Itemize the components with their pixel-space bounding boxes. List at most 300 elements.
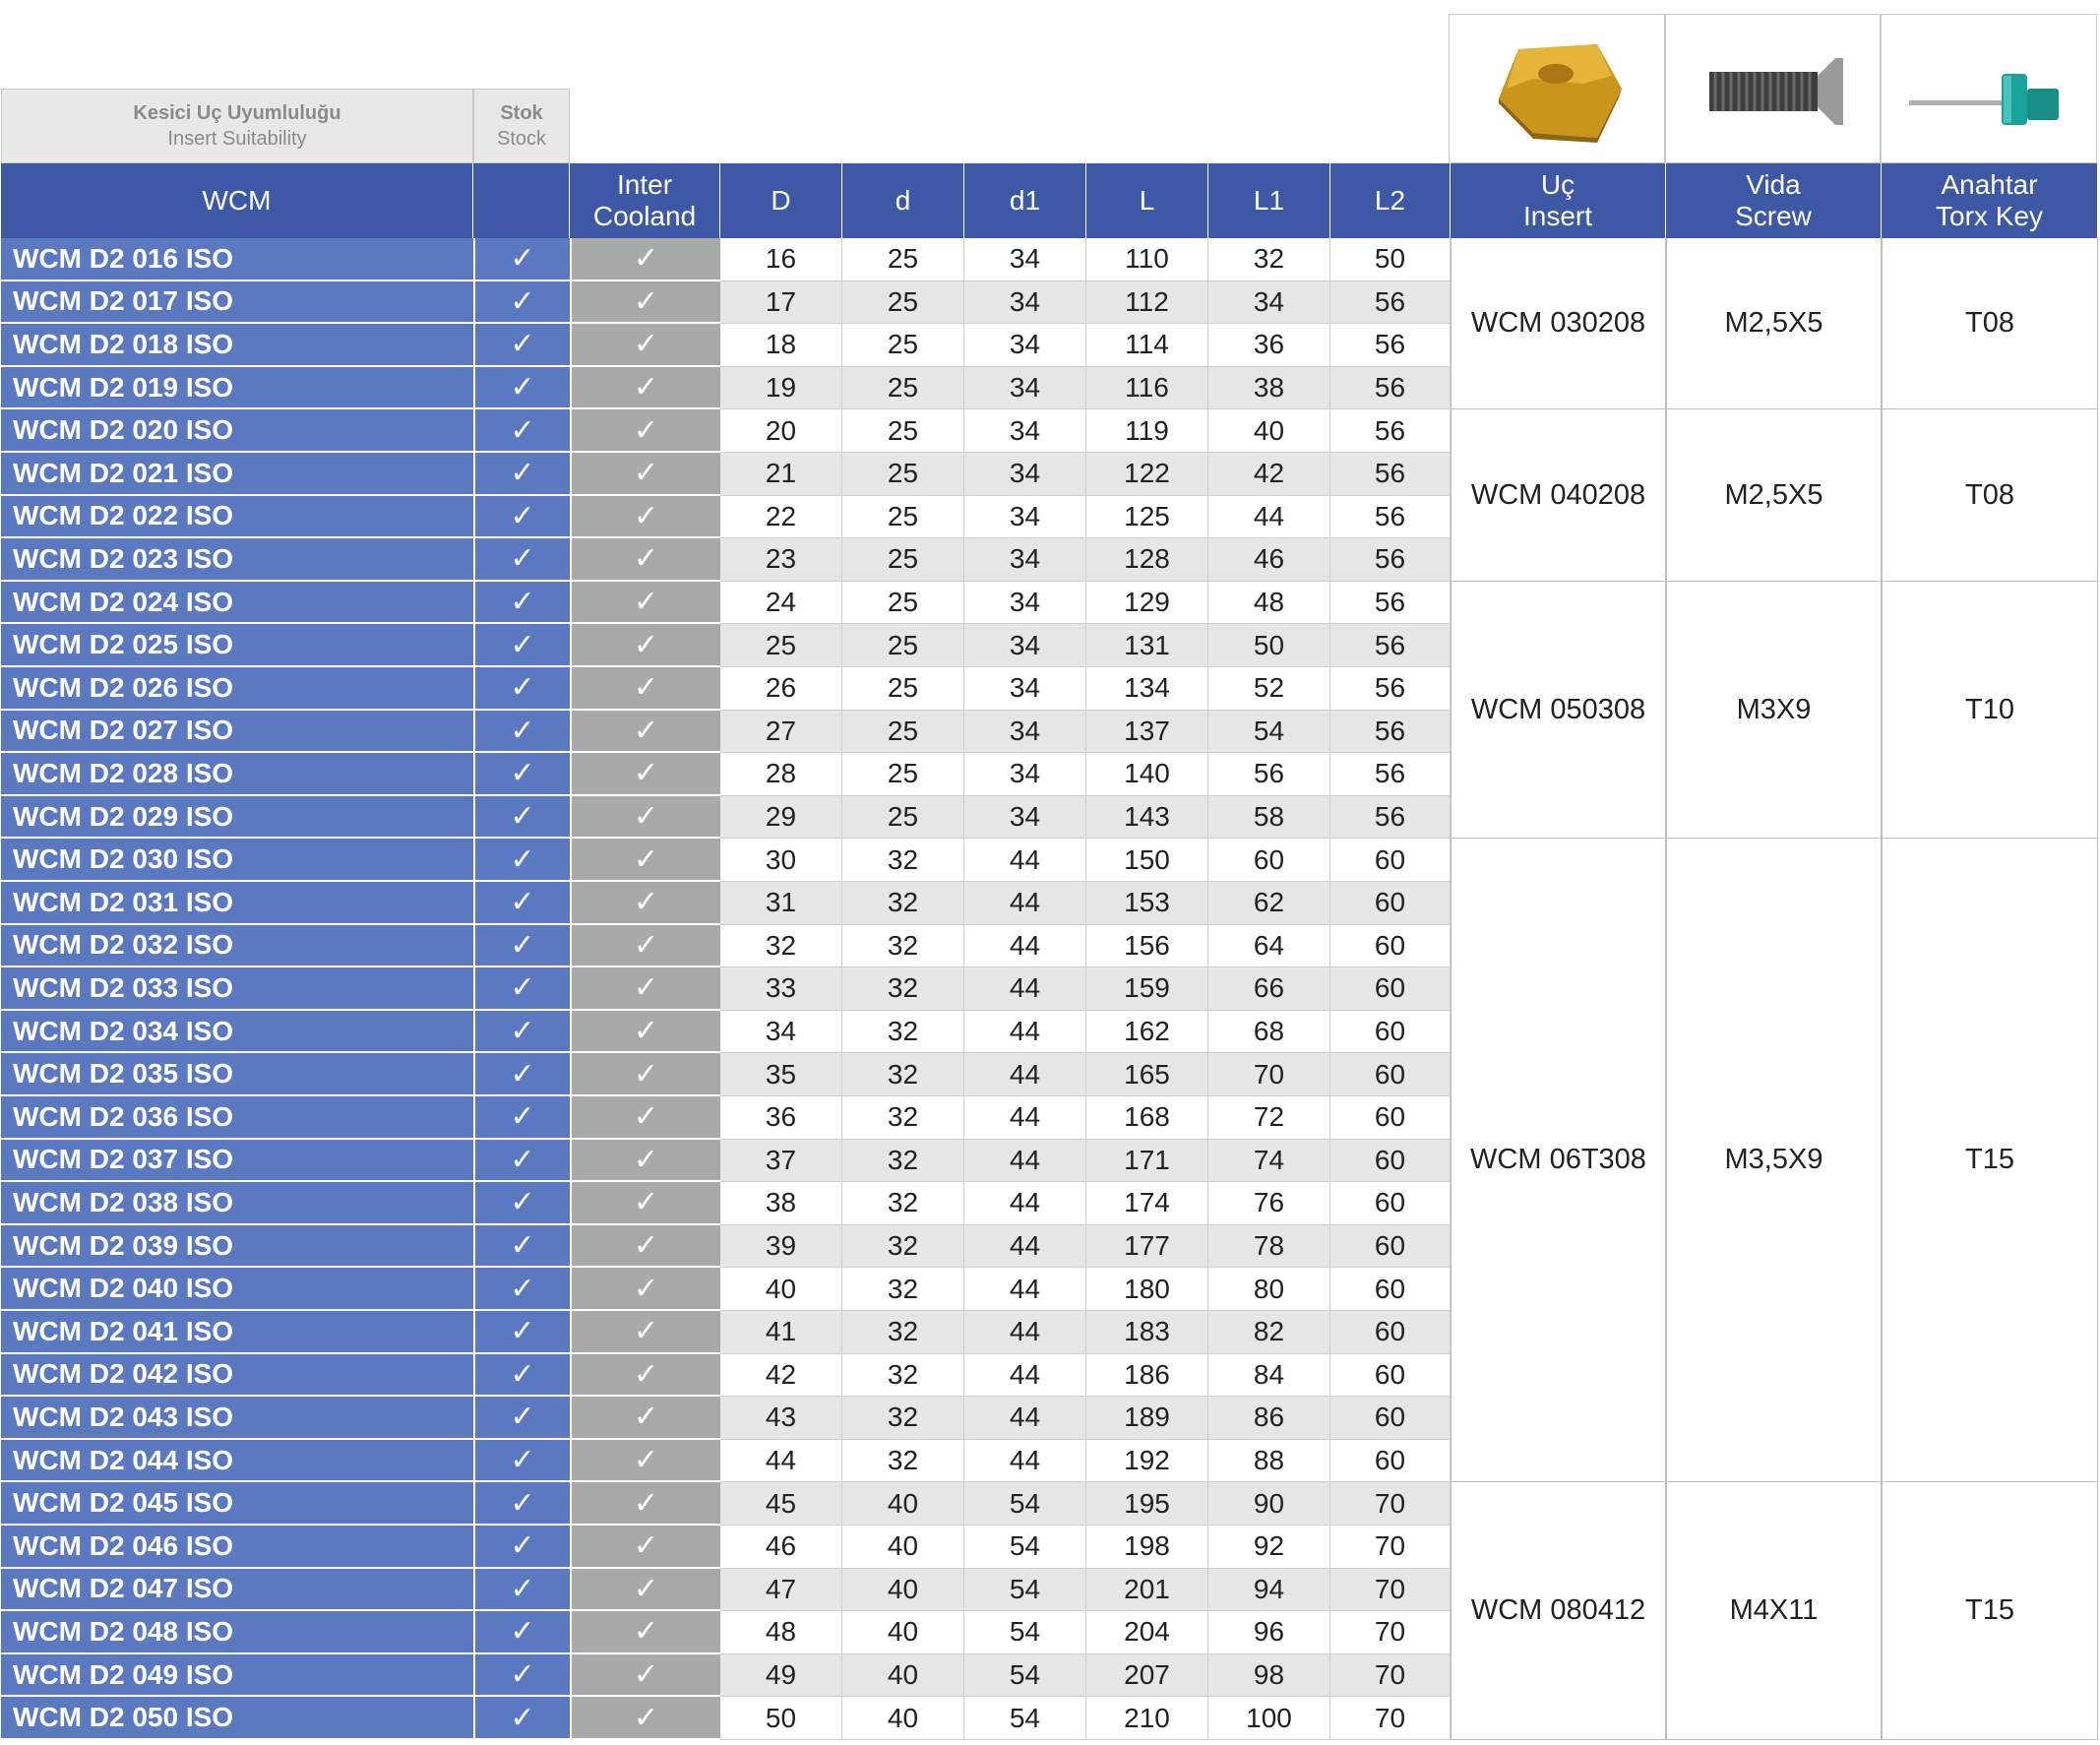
col-header-key-line2: Torx Key bbox=[1936, 201, 2043, 231]
cell-l2: 70 bbox=[1330, 1526, 1451, 1569]
cell-l1: 66 bbox=[1208, 967, 1330, 1011]
cell-l2: 60 bbox=[1330, 1397, 1451, 1440]
col-header-insert-line2: Insert bbox=[1522, 201, 1593, 231]
cell-l1: 48 bbox=[1208, 582, 1330, 625]
coolant-check: ✓ bbox=[570, 324, 720, 367]
cell-d: 25 bbox=[842, 324, 964, 367]
cell-d: 40 bbox=[842, 1526, 964, 1569]
product-code: WCM D2 044 ISO bbox=[1, 1440, 473, 1483]
cell-l: 134 bbox=[1086, 667, 1208, 711]
cell-l2: 56 bbox=[1330, 453, 1451, 496]
product-code: WCM D2 031 ISO bbox=[1, 882, 473, 925]
cell-d: 32 bbox=[842, 1096, 964, 1140]
coolant-check: ✓ bbox=[570, 839, 720, 882]
product-code: WCM D2 047 ISO bbox=[1, 1569, 473, 1612]
stock-check: ✓ bbox=[473, 582, 570, 625]
coolant-check: ✓ bbox=[570, 1140, 720, 1183]
product-code: WCM D2 035 ISO bbox=[1, 1053, 473, 1096]
cell-d: 25 bbox=[842, 753, 964, 796]
product-code: WCM D2 038 ISO bbox=[1, 1182, 473, 1225]
cell-d1: 44 bbox=[964, 1354, 1086, 1398]
cell-d: 47 bbox=[720, 1569, 842, 1612]
cell-d1: 44 bbox=[964, 1140, 1086, 1183]
cell-l1: 44 bbox=[1208, 496, 1330, 539]
cell-d: 31 bbox=[720, 882, 842, 925]
cell-l1: 78 bbox=[1208, 1225, 1330, 1269]
col-header-screw bbox=[1666, 163, 1882, 238]
cell-l: 183 bbox=[1086, 1311, 1208, 1354]
product-code: WCM D2 021 ISO bbox=[1, 453, 473, 496]
cell-d: 32 bbox=[842, 925, 964, 968]
insert-icon bbox=[1450, 15, 1664, 162]
cell-l: 112 bbox=[1086, 281, 1208, 325]
cell-d1: 34 bbox=[964, 238, 1086, 281]
cell-d1: 44 bbox=[964, 967, 1086, 1011]
cell-d: 23 bbox=[720, 538, 842, 582]
cell-d1: 34 bbox=[964, 367, 1086, 410]
cell-d1: 34 bbox=[964, 667, 1086, 711]
cell-l2: 60 bbox=[1330, 839, 1451, 882]
stock-check: ✓ bbox=[473, 496, 570, 539]
coolant-check: ✓ bbox=[570, 1397, 720, 1440]
stock-check: ✓ bbox=[473, 1697, 570, 1740]
group-screw: M3,5X9 bbox=[1666, 839, 1882, 1482]
cell-l2: 56 bbox=[1330, 409, 1451, 453]
cell-l: 137 bbox=[1086, 711, 1208, 754]
cell-d: 16 bbox=[720, 238, 842, 281]
cell-d: 25 bbox=[842, 582, 964, 625]
cell-d: 25 bbox=[842, 538, 964, 582]
cell-d: 21 bbox=[720, 453, 842, 496]
group-key: T15 bbox=[1882, 1482, 2098, 1740]
product-code: WCM D2 043 ISO bbox=[1, 1397, 473, 1440]
stock-tr: Stok bbox=[500, 102, 543, 124]
product-code: WCM D2 039 ISO bbox=[1, 1225, 473, 1269]
cell-d: 32 bbox=[842, 967, 964, 1011]
col-header-d1-label: d1 bbox=[1009, 185, 1041, 216]
product-code: WCM D2 045 ISO bbox=[1, 1482, 473, 1526]
cell-d1: 44 bbox=[964, 1311, 1086, 1354]
cell-l2: 56 bbox=[1330, 324, 1451, 367]
cell-l2: 70 bbox=[1330, 1569, 1451, 1612]
coolant-check: ✓ bbox=[570, 1096, 720, 1140]
cell-d: 38 bbox=[720, 1182, 842, 1225]
cell-l: 110 bbox=[1086, 238, 1208, 281]
cell-l: 140 bbox=[1086, 753, 1208, 796]
cell-l1: 90 bbox=[1208, 1482, 1330, 1526]
group-insert: WCM 040208 bbox=[1451, 409, 1666, 581]
cell-d: 34 bbox=[720, 1011, 842, 1054]
stock-check: ✓ bbox=[473, 624, 570, 667]
group-key: T10 bbox=[1882, 582, 2098, 840]
cell-l2: 56 bbox=[1330, 796, 1451, 840]
cell-l1: 54 bbox=[1208, 711, 1330, 754]
cell-l: 150 bbox=[1086, 839, 1208, 882]
cell-l2: 60 bbox=[1330, 967, 1451, 1011]
cell-l2: 70 bbox=[1330, 1654, 1451, 1698]
stock-check: ✓ bbox=[473, 1182, 570, 1225]
group-key: T08 bbox=[1882, 409, 2098, 581]
cell-d1: 54 bbox=[964, 1569, 1086, 1612]
stock-check: ✓ bbox=[473, 324, 570, 367]
col-header-l-label: L bbox=[1139, 185, 1155, 216]
cell-l2: 60 bbox=[1330, 1182, 1451, 1225]
coolant-check: ✓ bbox=[570, 453, 720, 496]
stock-en: Stock bbox=[496, 128, 547, 150]
cell-l1: 50 bbox=[1208, 624, 1330, 667]
product-code: WCM D2 029 ISO bbox=[1, 796, 473, 840]
cell-d: 24 bbox=[720, 582, 842, 625]
cell-d: 32 bbox=[842, 1182, 964, 1225]
cell-l2: 56 bbox=[1330, 496, 1451, 539]
cell-d: 37 bbox=[720, 1140, 842, 1183]
cell-d1: 34 bbox=[964, 324, 1086, 367]
product-code: WCM D2 023 ISO bbox=[1, 538, 473, 582]
cell-d1: 34 bbox=[964, 281, 1086, 325]
product-code: WCM D2 018 ISO bbox=[1, 324, 473, 367]
product-code: WCM D2 022 ISO bbox=[1, 496, 473, 539]
cell-l: 171 bbox=[1086, 1140, 1208, 1183]
cell-d1: 44 bbox=[964, 839, 1086, 882]
cell-d1: 34 bbox=[964, 538, 1086, 582]
product-code: WCM D2 037 ISO bbox=[1, 1140, 473, 1183]
cell-d: 40 bbox=[842, 1482, 964, 1526]
cell-l1: 68 bbox=[1208, 1011, 1330, 1054]
coolant-check: ✓ bbox=[570, 1569, 720, 1612]
col-header-l bbox=[1086, 163, 1208, 238]
cell-d: 25 bbox=[842, 796, 964, 840]
stock-check: ✓ bbox=[473, 1011, 570, 1054]
cell-d1: 44 bbox=[964, 882, 1086, 925]
coolant-check: ✓ bbox=[570, 1011, 720, 1054]
cell-d1: 44 bbox=[964, 1096, 1086, 1140]
product-code: WCM D2 026 ISO bbox=[1, 667, 473, 711]
cell-l2: 70 bbox=[1330, 1697, 1451, 1740]
cell-l1: 32 bbox=[1208, 238, 1330, 281]
col-header-d-label: D bbox=[771, 185, 791, 216]
cell-l1: 60 bbox=[1208, 839, 1330, 882]
cell-l1: 80 bbox=[1208, 1268, 1330, 1311]
cell-l1: 94 bbox=[1208, 1569, 1330, 1612]
cell-d: 33 bbox=[720, 967, 842, 1011]
cell-d: 48 bbox=[720, 1611, 842, 1654]
cell-d1: 54 bbox=[964, 1482, 1086, 1526]
product-code: WCM D2 041 ISO bbox=[1, 1311, 473, 1354]
cell-d1: 34 bbox=[964, 409, 1086, 453]
cell-l: 122 bbox=[1086, 453, 1208, 496]
cell-d: 46 bbox=[720, 1526, 842, 1569]
cell-d: 39 bbox=[720, 1225, 842, 1269]
cell-l: 156 bbox=[1086, 925, 1208, 968]
product-code: WCM D2 016 ISO bbox=[1, 238, 473, 281]
cell-l: 143 bbox=[1086, 796, 1208, 840]
stock-check: ✓ bbox=[473, 538, 570, 582]
coolant-check: ✓ bbox=[570, 882, 720, 925]
stock-check: ✓ bbox=[473, 453, 570, 496]
col-header-d bbox=[842, 163, 964, 238]
cell-l2: 56 bbox=[1330, 753, 1451, 796]
cell-l: 165 bbox=[1086, 1053, 1208, 1096]
coolant-check: ✓ bbox=[570, 967, 720, 1011]
cell-d1: 54 bbox=[964, 1697, 1086, 1740]
screw-icon bbox=[1666, 15, 1880, 162]
cell-d: 29 bbox=[720, 796, 842, 840]
col-header-wcm-label: WCM bbox=[202, 185, 272, 216]
cell-d1: 34 bbox=[964, 624, 1086, 667]
cell-l: 114 bbox=[1086, 324, 1208, 367]
cell-d: 40 bbox=[720, 1268, 842, 1311]
cell-l: 168 bbox=[1086, 1096, 1208, 1140]
col-header-key bbox=[1882, 163, 2098, 238]
group-insert: WCM 030208 bbox=[1451, 238, 1666, 409]
cell-l2: 60 bbox=[1330, 1440, 1451, 1483]
cell-d1: 44 bbox=[964, 1397, 1086, 1440]
stock-check: ✓ bbox=[473, 281, 570, 325]
cell-d: 25 bbox=[842, 281, 964, 325]
group-screw: M3X9 bbox=[1666, 582, 1882, 840]
cell-d: 25 bbox=[842, 711, 964, 754]
cell-d: 25 bbox=[842, 667, 964, 711]
col-header-l2 bbox=[1330, 163, 1451, 238]
product-code: WCM D2 048 ISO bbox=[1, 1611, 473, 1654]
stock-check: ✓ bbox=[473, 238, 570, 281]
cell-l1: 40 bbox=[1208, 409, 1330, 453]
stock-check: ✓ bbox=[473, 711, 570, 754]
stock-check: ✓ bbox=[473, 1096, 570, 1140]
stock-check: ✓ bbox=[473, 667, 570, 711]
coolant-check: ✓ bbox=[570, 667, 720, 711]
cell-l1: 74 bbox=[1208, 1140, 1330, 1183]
cell-d: 30 bbox=[720, 839, 842, 882]
cell-l1: 76 bbox=[1208, 1182, 1330, 1225]
col-header-d-label: d bbox=[895, 185, 911, 216]
coolant-check: ✓ bbox=[570, 753, 720, 796]
cell-l: 210 bbox=[1086, 1697, 1208, 1740]
coolant-check: ✓ bbox=[570, 796, 720, 840]
insert-image-box bbox=[1449, 14, 1665, 163]
cell-d1: 54 bbox=[964, 1526, 1086, 1569]
cell-d: 35 bbox=[720, 1053, 842, 1096]
cell-d: 32 bbox=[842, 1011, 964, 1054]
cell-l: 198 bbox=[1086, 1526, 1208, 1569]
cell-d: 32 bbox=[842, 1440, 964, 1483]
cell-l2: 56 bbox=[1330, 667, 1451, 711]
group-screw: M2,5X5 bbox=[1666, 238, 1882, 409]
col-header-coolant-line2: Cooland bbox=[592, 201, 697, 231]
coolant-check: ✓ bbox=[570, 538, 720, 582]
cell-d: 17 bbox=[720, 281, 842, 325]
product-code: WCM D2 042 ISO bbox=[1, 1354, 473, 1398]
stock-check: ✓ bbox=[473, 925, 570, 968]
cell-l1: 70 bbox=[1208, 1053, 1330, 1096]
stock-check: ✓ bbox=[473, 1611, 570, 1654]
cell-l2: 60 bbox=[1330, 925, 1451, 968]
col-header-d bbox=[720, 163, 842, 238]
group-screw: M4X11 bbox=[1666, 1482, 1882, 1740]
coolant-check: ✓ bbox=[570, 1611, 720, 1654]
cell-d: 25 bbox=[842, 367, 964, 410]
cell-l1: 88 bbox=[1208, 1440, 1330, 1483]
cell-l2: 60 bbox=[1330, 1354, 1451, 1398]
cell-l1: 34 bbox=[1208, 281, 1330, 325]
product-code: WCM D2 033 ISO bbox=[1, 967, 473, 1011]
cell-l2: 56 bbox=[1330, 624, 1451, 667]
col-header-screw-line1: Vida bbox=[1746, 169, 1801, 200]
cell-d1: 54 bbox=[964, 1611, 1086, 1654]
product-code: WCM D2 027 ISO bbox=[1, 711, 473, 754]
coolant-check: ✓ bbox=[570, 1225, 720, 1269]
cell-d: 32 bbox=[842, 1268, 964, 1311]
cell-l: 201 bbox=[1086, 1569, 1208, 1612]
cell-d: 43 bbox=[720, 1397, 842, 1440]
cell-d: 18 bbox=[720, 324, 842, 367]
group-key: T08 bbox=[1882, 238, 2098, 409]
suitability-tr: Kesici Uç Uyumluluğu bbox=[133, 102, 341, 124]
cell-l: 119 bbox=[1086, 409, 1208, 453]
cell-d: 32 bbox=[842, 1311, 964, 1354]
coolant-check: ✓ bbox=[570, 582, 720, 625]
coolant-check: ✓ bbox=[570, 409, 720, 453]
coolant-check: ✓ bbox=[570, 238, 720, 281]
cell-l: 129 bbox=[1086, 582, 1208, 625]
stock-check: ✓ bbox=[473, 796, 570, 840]
cell-d: 32 bbox=[842, 1140, 964, 1183]
product-code: WCM D2 030 ISO bbox=[1, 839, 473, 882]
key-image-box bbox=[1881, 14, 2097, 163]
cell-l: 159 bbox=[1086, 967, 1208, 1011]
product-code: WCM D2 049 ISO bbox=[1, 1654, 473, 1698]
cell-l: 192 bbox=[1086, 1440, 1208, 1483]
cell-l2: 56 bbox=[1330, 367, 1451, 410]
cell-l2: 60 bbox=[1330, 1096, 1451, 1140]
cell-d: 41 bbox=[720, 1311, 842, 1354]
insert-suitability-header bbox=[1, 89, 473, 163]
cell-l: 131 bbox=[1086, 624, 1208, 667]
suitability-en: Insert Suitability bbox=[167, 128, 307, 150]
coolant-check: ✓ bbox=[570, 711, 720, 754]
cell-l2: 60 bbox=[1330, 1225, 1451, 1269]
cell-d: 26 bbox=[720, 667, 842, 711]
col-header-coolant bbox=[570, 163, 720, 238]
cell-d: 40 bbox=[842, 1654, 964, 1698]
coolant-check: ✓ bbox=[570, 367, 720, 410]
stock-check: ✓ bbox=[473, 967, 570, 1011]
stock-check: ✓ bbox=[473, 1569, 570, 1612]
cell-l1: 58 bbox=[1208, 796, 1330, 840]
stock-check: ✓ bbox=[473, 1268, 570, 1311]
cell-d: 40 bbox=[842, 1611, 964, 1654]
stock-check: ✓ bbox=[473, 1440, 570, 1483]
cell-d: 32 bbox=[842, 1053, 964, 1096]
cell-l: 128 bbox=[1086, 538, 1208, 582]
cell-d: 25 bbox=[842, 496, 964, 539]
cell-d1: 44 bbox=[964, 1225, 1086, 1269]
cell-d: 32 bbox=[842, 1225, 964, 1269]
cell-l2: 60 bbox=[1330, 1053, 1451, 1096]
product-code: WCM D2 036 ISO bbox=[1, 1096, 473, 1140]
product-code: WCM D2 040 ISO bbox=[1, 1268, 473, 1311]
col-header-wcm bbox=[1, 163, 473, 238]
cell-l2: 60 bbox=[1330, 1311, 1451, 1354]
cell-d: 28 bbox=[720, 753, 842, 796]
cell-d: 50 bbox=[720, 1697, 842, 1740]
product-code: WCM D2 019 ISO bbox=[1, 367, 473, 410]
group-insert: WCM 050308 bbox=[1451, 582, 1666, 840]
col-header-insert-line1: Uç bbox=[1540, 169, 1575, 200]
coolant-check: ✓ bbox=[570, 1526, 720, 1569]
cell-l2: 70 bbox=[1330, 1482, 1451, 1526]
cell-l2: 50 bbox=[1330, 238, 1451, 281]
stock-check: ✓ bbox=[473, 1354, 570, 1398]
group-screw: M2,5X5 bbox=[1666, 409, 1882, 581]
col-header-screw-line2: Screw bbox=[1735, 201, 1812, 231]
cell-l1: 86 bbox=[1208, 1397, 1330, 1440]
cell-l2: 56 bbox=[1330, 281, 1451, 325]
screw-image-box bbox=[1665, 14, 1881, 163]
col-header-coolant-line1: Inter bbox=[616, 169, 673, 200]
cell-l: 186 bbox=[1086, 1354, 1208, 1398]
cell-l1: 82 bbox=[1208, 1311, 1330, 1354]
col-header-stock bbox=[473, 163, 570, 238]
cell-l: 189 bbox=[1086, 1397, 1208, 1440]
cell-d: 49 bbox=[720, 1654, 842, 1698]
product-code: WCM D2 024 ISO bbox=[1, 582, 473, 625]
cell-d1: 34 bbox=[964, 496, 1086, 539]
cell-l: 177 bbox=[1086, 1225, 1208, 1269]
cell-d: 27 bbox=[720, 711, 842, 754]
coolant-check: ✓ bbox=[570, 1053, 720, 1096]
cell-d1: 34 bbox=[964, 582, 1086, 625]
cell-d: 20 bbox=[720, 409, 842, 453]
cell-l: 195 bbox=[1086, 1482, 1208, 1526]
cell-l2: 60 bbox=[1330, 882, 1451, 925]
col-header-key-line1: Anahtar bbox=[1941, 169, 2038, 200]
product-code: WCM D2 028 ISO bbox=[1, 753, 473, 796]
cell-l1: 98 bbox=[1208, 1654, 1330, 1698]
cell-l2: 56 bbox=[1330, 582, 1451, 625]
coolant-check: ✓ bbox=[570, 1182, 720, 1225]
cell-l1: 62 bbox=[1208, 882, 1330, 925]
group-key: T15 bbox=[1882, 839, 2098, 1482]
cell-d1: 44 bbox=[964, 1011, 1086, 1054]
group-insert: WCM 06T308 bbox=[1451, 839, 1666, 1482]
col-header-insert bbox=[1451, 163, 1666, 238]
stock-check: ✓ bbox=[473, 409, 570, 453]
cell-d: 25 bbox=[842, 409, 964, 453]
stock-check: ✓ bbox=[473, 1311, 570, 1354]
cell-l: 207 bbox=[1086, 1654, 1208, 1698]
cell-d1: 34 bbox=[964, 753, 1086, 796]
product-code: WCM D2 017 ISO bbox=[1, 281, 473, 325]
cell-d: 44 bbox=[720, 1440, 842, 1483]
cell-l2: 70 bbox=[1330, 1611, 1451, 1654]
cell-l1: 96 bbox=[1208, 1611, 1330, 1654]
cell-l1: 52 bbox=[1208, 667, 1330, 711]
stock-check: ✓ bbox=[473, 1225, 570, 1269]
coolant-check: ✓ bbox=[570, 1654, 720, 1698]
coolant-check: ✓ bbox=[570, 1354, 720, 1398]
cell-d: 36 bbox=[720, 1096, 842, 1140]
cell-l1: 64 bbox=[1208, 925, 1330, 968]
cell-l1: 36 bbox=[1208, 324, 1330, 367]
coolant-check: ✓ bbox=[570, 925, 720, 968]
cell-l1: 92 bbox=[1208, 1526, 1330, 1569]
stock-check: ✓ bbox=[473, 839, 570, 882]
cell-l: 116 bbox=[1086, 367, 1208, 410]
cell-d: 25 bbox=[720, 624, 842, 667]
cell-d: 40 bbox=[842, 1569, 964, 1612]
cell-l2: 56 bbox=[1330, 538, 1451, 582]
